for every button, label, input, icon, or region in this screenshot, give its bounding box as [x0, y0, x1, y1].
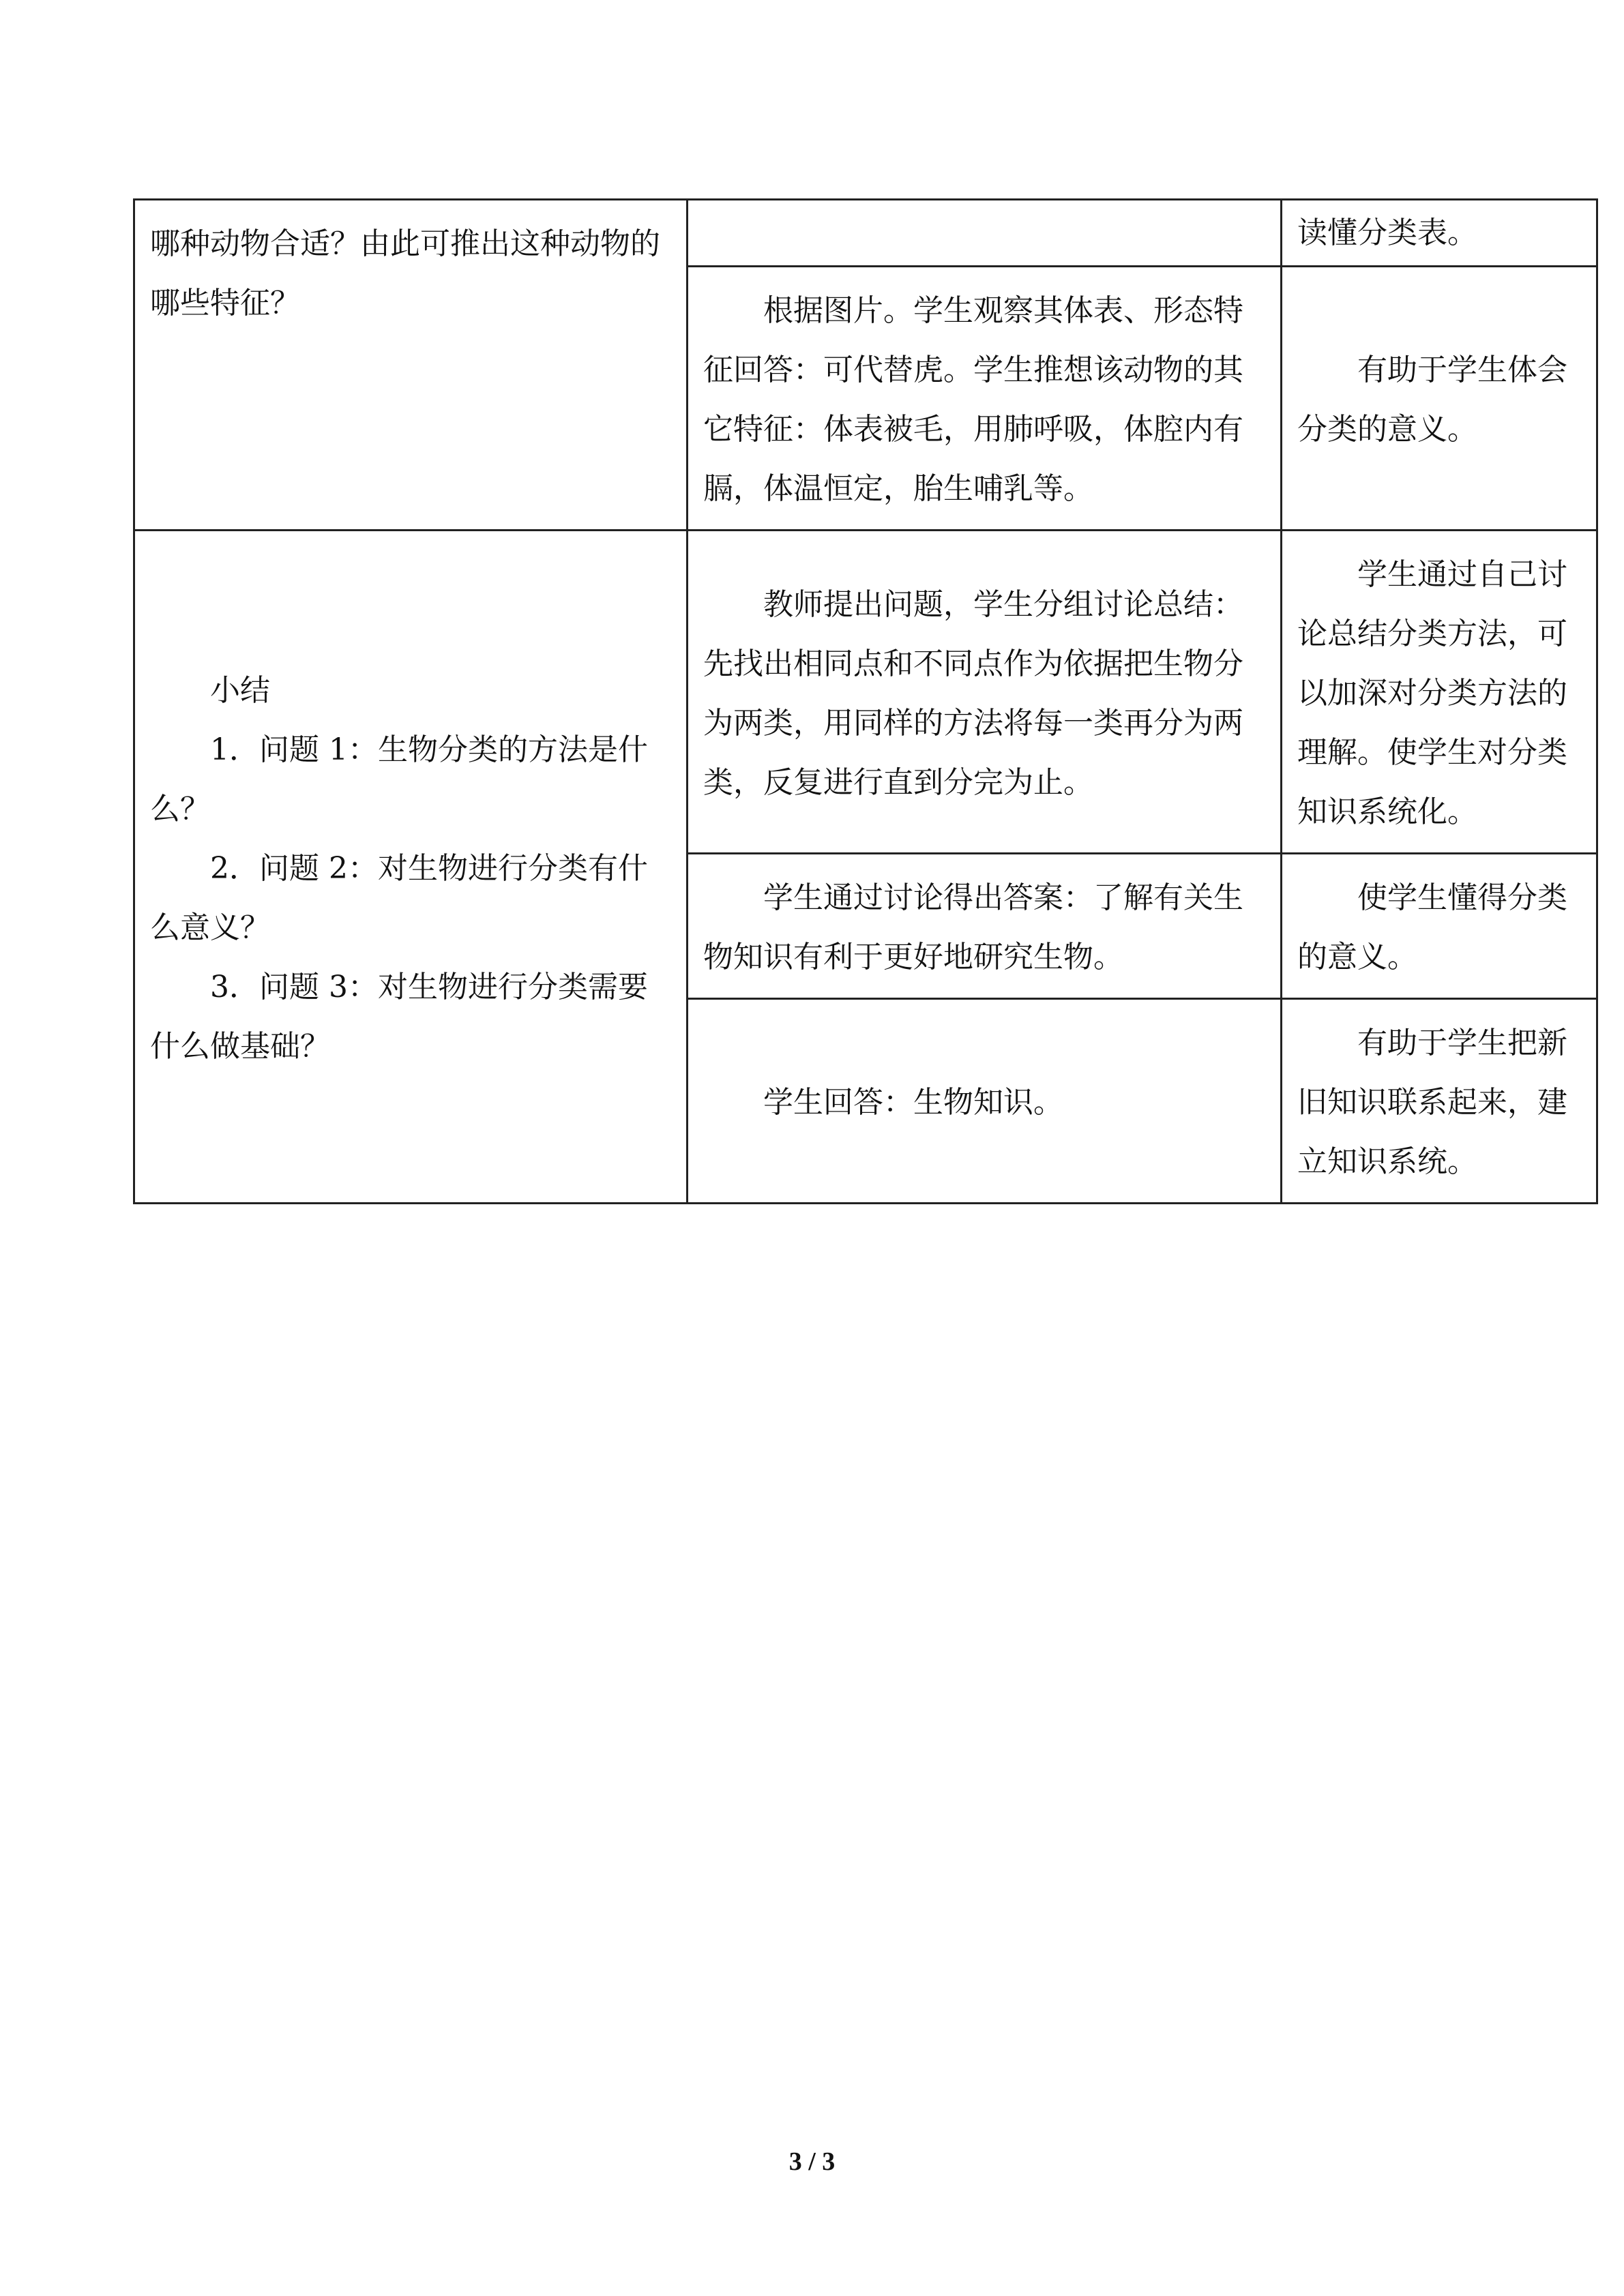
- summary-question-3: 3．问题 3：对生物进行分类需要什么做基础？: [150, 969, 648, 1064]
- table-cell: [1282, 200, 1597, 267]
- cell-text: 读懂分类表。: [1297, 215, 1477, 250]
- cell-text: 有助于学生体会分类的意义。: [1297, 353, 1567, 447]
- summary-question-1: 1．问题 1：生物分类的方法是什么？: [150, 732, 648, 826]
- table-cell: [134, 200, 688, 531]
- cell-text: 使学生懂得分类的意义。: [1297, 880, 1567, 974]
- lesson-plan-table: [133, 198, 1598, 1204]
- table-cell: [688, 854, 1282, 999]
- summary-cell: [134, 531, 688, 1204]
- summary-block: [150, 661, 671, 1076]
- summary-heading: 小结: [210, 672, 270, 708]
- table-cell: [1282, 999, 1597, 1204]
- table-cell: [688, 267, 1282, 531]
- page-number: 3 / 3: [788, 2147, 836, 2176]
- table-cell: [1282, 531, 1597, 854]
- cell-text: 学生通过讨论得出答案：了解有关生物知识有利于更好地研究生物。: [703, 880, 1243, 974]
- table-cell: [1282, 854, 1597, 999]
- table-row: [134, 200, 1597, 267]
- cell-text: 学生回答：生物知识。: [763, 1085, 1063, 1120]
- cell-text: 哪种动物合适？由此可推出这种动物的哪些特征？: [150, 226, 660, 320]
- summary-question-2: 2．问题 2：对生物进行分类有什么意义？: [150, 850, 648, 945]
- cell-text: 有助于学生把新旧知识联系起来，建立知识系统。: [1297, 1026, 1567, 1179]
- cell-text: 根据图片。学生观察其体表、形态特征回答：可代替虎。学生推想该动物的其它特征：体表被毛，用肺呼吸，体腔内有膈，体温恒定，胎生哺乳等。: [703, 293, 1243, 506]
- table-cell: [688, 531, 1282, 854]
- cell-text: 教师提出问题，学生分组讨论总结：先找出相同点和不同点作为依据把生物分为两类，用同样的方法将每一类再分为两类，反复进行直到分完为止。: [703, 586, 1243, 800]
- table-cell: [1282, 267, 1597, 531]
- table-cell: [688, 999, 1282, 1204]
- cell-text: 学生通过自己讨论总结分类方法，可以加深对分类方法的理解。使学生对分类知识系统化。: [1297, 557, 1567, 829]
- table-row: [134, 531, 1597, 854]
- table-cell: [688, 200, 1282, 267]
